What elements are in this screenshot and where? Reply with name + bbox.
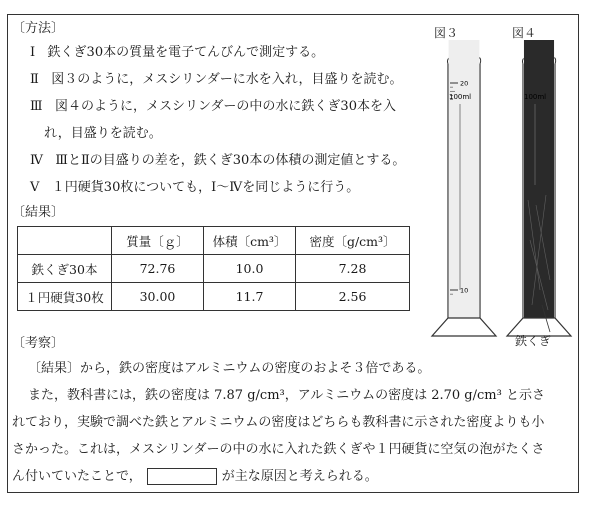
table-cell: 72.76	[112, 255, 204, 283]
table-cell: 30.00	[112, 283, 204, 311]
table-header-cell: 密度〔g/cm³〕	[296, 227, 410, 255]
answer-blank-box[interactable]	[147, 468, 217, 485]
discussion-heading: 〔考察〕	[12, 336, 65, 351]
figure-4-label: 図４	[512, 26, 537, 40]
figure-4-unit-label: 100ml	[524, 93, 547, 101]
nail-label: 鉄くぎ	[515, 334, 552, 348]
method-step-3	[30, 99, 396, 115]
table-cell: 11.7	[204, 283, 296, 311]
scale-tick-label: 10	[460, 286, 469, 295]
figure-4-cylinder	[507, 40, 571, 336]
table-cell: １円硬貨30枚	[18, 283, 112, 311]
table-header-row	[18, 227, 410, 255]
step-text: ⅢとⅡの目盛りの差を，鉄くぎ30本の体積の測定値とする。	[55, 153, 406, 168]
table-header-cell: 体積〔cm³〕	[204, 227, 296, 255]
step-number: Ⅰ	[30, 45, 36, 60]
step-text: １円硬貨30枚についても，Ⅰ～Ⅳを同じように行う。	[51, 180, 360, 195]
step-text: 図４のように，メスシリンダーの中の水に鉄くぎ30本を入	[54, 99, 396, 114]
table-row	[18, 283, 410, 311]
discussion-line-5	[12, 468, 378, 485]
figure-3-unit-label: 100ml	[449, 93, 472, 101]
table-cell: 2.56	[296, 283, 410, 311]
discussion-line-4: さかった。これは，メスシリンダーの中の水に入れた鉄くぎや１円硬貨に空気の泡がたくさ	[12, 442, 545, 457]
method-step-1	[30, 45, 324, 61]
table-cell: 鉄くぎ30本	[18, 255, 112, 283]
method-step-5	[30, 180, 359, 196]
discussion-line-1: 〔結果〕から，鉄の密度はアルミニウムの密度のおよそ３倍である。	[28, 361, 431, 376]
discussion-text: ん付いていたことで，	[12, 469, 142, 484]
method-step-4	[30, 153, 405, 169]
results-heading: 〔結果〕	[12, 205, 65, 220]
method-step-3-continued: れ，目盛りを読む。	[44, 126, 162, 141]
cylinder-base	[432, 318, 496, 336]
table-row	[18, 255, 410, 283]
discussion-line-2: また，教科書には，鉄の密度は 7.87 g/cm³，アルミニウムの密度は 2.70 g/cm³ と示さ	[28, 388, 545, 403]
discussion-line-3: れており，実験で調べた鉄とアルミニウムの密度はどちらも教科書に示された密度よりも小	[12, 415, 545, 430]
figure-3-label: 図３	[434, 26, 459, 40]
table-cell: 10.0	[204, 255, 296, 283]
table-cell: 7.28	[296, 255, 410, 283]
step-text: 図３のように，メスシリンダーに水を入れ，目盛りを読む。	[51, 72, 403, 87]
method-heading: 〔方法〕	[12, 21, 65, 36]
discussion-text: が主な原因と考えられる。	[221, 469, 378, 484]
table-header-cell: 質量〔ｇ〕	[112, 227, 204, 255]
graduated-cylinders-illustration	[420, 40, 585, 360]
step-number: Ⅲ	[30, 99, 43, 114]
step-number: Ⅴ	[30, 180, 40, 195]
figure-3-cylinder	[432, 40, 496, 336]
results-table	[17, 226, 410, 311]
method-step-2	[30, 72, 403, 88]
step-number: Ⅱ	[30, 72, 39, 87]
step-text: 鉄くぎ30本の質量を電子てんびんで測定する。	[47, 45, 325, 60]
table-header-cell	[18, 227, 112, 255]
scale-tick-label: 20	[460, 79, 469, 88]
step-number: Ⅳ	[30, 153, 43, 168]
